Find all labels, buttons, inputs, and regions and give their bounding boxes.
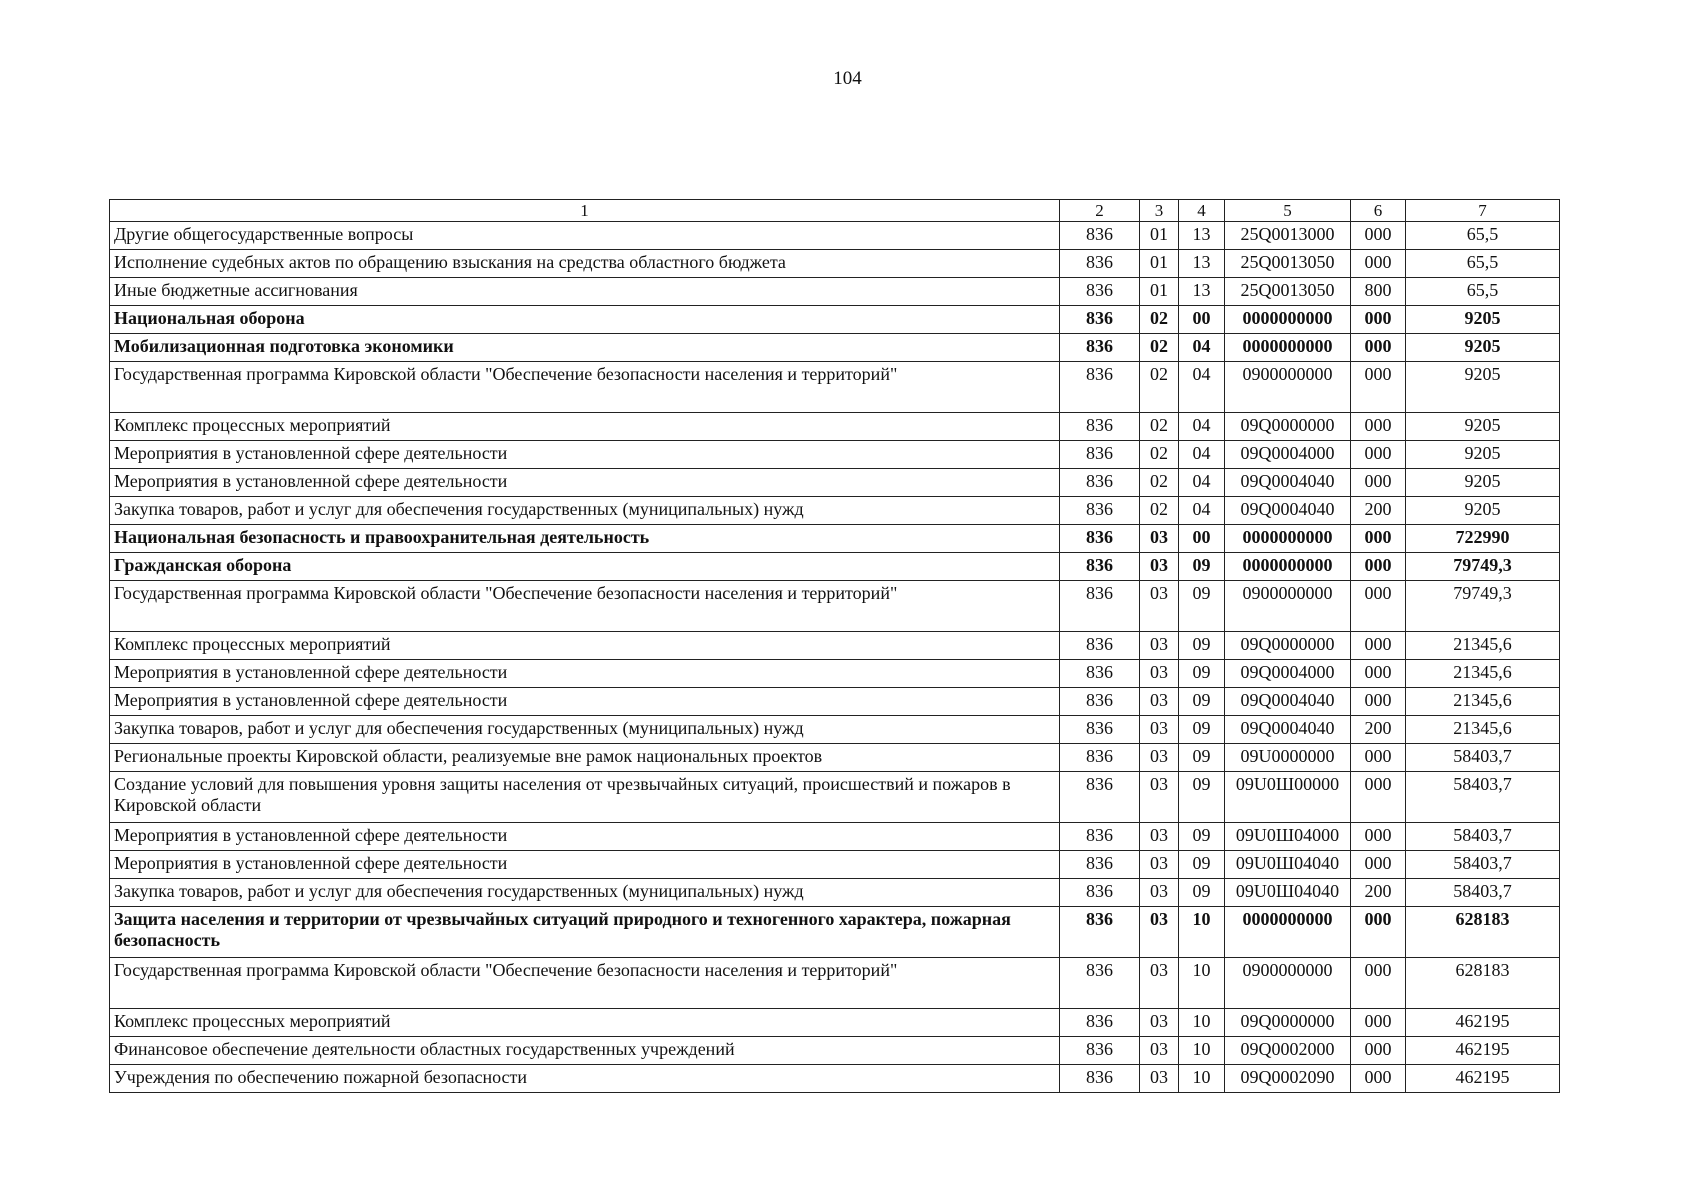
subsection-code-cell: 13 — [1179, 278, 1225, 306]
section-code-cell: 02 — [1140, 413, 1179, 441]
amount-cell: 21345,6 — [1406, 660, 1560, 688]
table-row — [110, 362, 1560, 413]
target-article-cell: 09Q0004040 — [1225, 716, 1351, 744]
ministry-code-cell: 836 — [1060, 334, 1140, 362]
table-row — [110, 413, 1560, 441]
subsection-code-cell: 09 — [1179, 744, 1225, 772]
section-code-cell: 03 — [1140, 660, 1179, 688]
section-code-cell: 03 — [1140, 823, 1179, 851]
table-row — [110, 1037, 1560, 1065]
row-name-cell: Гражданская оборона — [110, 553, 1060, 581]
target-article-cell: 0000000000 — [1225, 553, 1351, 581]
expense-type-cell: 200 — [1351, 497, 1406, 525]
amount-cell: 21345,6 — [1406, 688, 1560, 716]
row-name-cell: Мероприятия в установленной сфере деятельности — [110, 688, 1060, 716]
ministry-code-cell: 836 — [1060, 1037, 1140, 1065]
row-name-cell: Другие общегосударственные вопросы — [110, 222, 1060, 250]
target-article-cell: 09Q0002000 — [1225, 1037, 1351, 1065]
section-code-cell: 03 — [1140, 1009, 1179, 1037]
target-article-cell: 09Q0004000 — [1225, 660, 1351, 688]
ministry-code-cell: 836 — [1060, 879, 1140, 907]
section-code-cell: 03 — [1140, 879, 1179, 907]
amount-cell: 21345,6 — [1406, 632, 1560, 660]
subsection-code-cell: 09 — [1179, 772, 1225, 823]
section-code-cell: 03 — [1140, 744, 1179, 772]
table-row — [110, 716, 1560, 744]
target-article-cell: 0900000000 — [1225, 362, 1351, 413]
row-name-cell: Создание условий для повышения уровня защиты населения от чрезвычайных ситуаций, происшествий и пожаров в Кировской области — [110, 772, 1060, 823]
target-article-cell: 0000000000 — [1225, 525, 1351, 553]
column-header: 1 — [110, 200, 1060, 222]
section-code-cell: 03 — [1140, 553, 1179, 581]
amount-cell: 79749,3 — [1406, 553, 1560, 581]
section-code-cell: 03 — [1140, 581, 1179, 632]
ministry-code-cell: 836 — [1060, 362, 1140, 413]
column-header: 5 — [1225, 200, 1351, 222]
expense-type-cell: 000 — [1351, 525, 1406, 553]
amount-cell: 462195 — [1406, 1065, 1560, 1093]
row-name-cell: Мобилизационная подготовка экономики — [110, 334, 1060, 362]
ministry-code-cell: 836 — [1060, 441, 1140, 469]
subsection-code-cell: 09 — [1179, 688, 1225, 716]
target-article-cell: 09Q0004040 — [1225, 469, 1351, 497]
row-name-cell: Закупка товаров, работ и услуг для обеспечения государственных (муниципальных) нужд — [110, 716, 1060, 744]
ministry-code-cell: 836 — [1060, 553, 1140, 581]
row-name-cell: Закупка товаров, работ и услуг для обеспечения государственных (муниципальных) нужд — [110, 497, 1060, 525]
expense-type-cell: 000 — [1351, 581, 1406, 632]
section-code-cell: 01 — [1140, 250, 1179, 278]
target-article-cell: 09Q0000000 — [1225, 413, 1351, 441]
ministry-code-cell: 836 — [1060, 581, 1140, 632]
amount-cell: 58403,7 — [1406, 772, 1560, 823]
row-name-cell: Мероприятия в установленной сфере деятельности — [110, 441, 1060, 469]
amount-cell: 65,5 — [1406, 222, 1560, 250]
table-row — [110, 744, 1560, 772]
expense-type-cell: 000 — [1351, 1037, 1406, 1065]
table-row — [110, 851, 1560, 879]
subsection-code-cell: 09 — [1179, 632, 1225, 660]
amount-cell: 628183 — [1406, 958, 1560, 1009]
ministry-code-cell: 836 — [1060, 306, 1140, 334]
table-row — [110, 278, 1560, 306]
ministry-code-cell: 836 — [1060, 525, 1140, 553]
expense-type-cell: 000 — [1351, 851, 1406, 879]
target-article-cell: 09Q0000000 — [1225, 632, 1351, 660]
table-row — [110, 823, 1560, 851]
section-code-cell: 01 — [1140, 222, 1179, 250]
amount-cell: 9205 — [1406, 497, 1560, 525]
ministry-code-cell: 836 — [1060, 413, 1140, 441]
row-name-cell: Финансовое обеспечение деятельности областных государственных учреждений — [110, 1037, 1060, 1065]
subsection-code-cell: 10 — [1179, 1065, 1225, 1093]
subsection-code-cell: 00 — [1179, 525, 1225, 553]
section-code-cell: 02 — [1140, 497, 1179, 525]
expense-type-cell: 000 — [1351, 1065, 1406, 1093]
expense-type-cell: 000 — [1351, 250, 1406, 278]
subsection-code-cell: 13 — [1179, 222, 1225, 250]
target-article-cell: 09U0Ш00000 — [1225, 772, 1351, 823]
ministry-code-cell: 836 — [1060, 716, 1140, 744]
table-row — [110, 772, 1560, 823]
ministry-code-cell: 836 — [1060, 497, 1140, 525]
amount-cell: 9205 — [1406, 334, 1560, 362]
section-code-cell: 03 — [1140, 525, 1179, 553]
row-name-cell: Исполнение судебных актов по обращению взыскания на средства областного бюджета — [110, 250, 1060, 278]
expense-type-cell: 000 — [1351, 413, 1406, 441]
target-article-cell: 09Q0002090 — [1225, 1065, 1351, 1093]
table-row — [110, 250, 1560, 278]
section-code-cell: 02 — [1140, 306, 1179, 334]
subsection-code-cell: 13 — [1179, 250, 1225, 278]
target-article-cell: 0000000000 — [1225, 907, 1351, 958]
target-article-cell: 25Q0013050 — [1225, 278, 1351, 306]
ministry-code-cell: 836 — [1060, 222, 1140, 250]
expense-type-cell: 000 — [1351, 660, 1406, 688]
row-name-cell: Региональные проекты Кировской области, реализуемые вне рамок национальных проектов — [110, 744, 1060, 772]
amount-cell: 628183 — [1406, 907, 1560, 958]
table-row — [110, 441, 1560, 469]
ministry-code-cell: 836 — [1060, 851, 1140, 879]
expense-type-cell: 000 — [1351, 772, 1406, 823]
table-row — [110, 907, 1560, 958]
target-article-cell: 09U0Ш04040 — [1225, 879, 1351, 907]
table-row — [110, 958, 1560, 1009]
ministry-code-cell: 836 — [1060, 632, 1140, 660]
target-article-cell: 09Q0000000 — [1225, 1009, 1351, 1037]
section-code-cell: 03 — [1140, 1065, 1179, 1093]
table-body — [110, 222, 1560, 1093]
section-code-cell: 03 — [1140, 716, 1179, 744]
subsection-code-cell: 10 — [1179, 907, 1225, 958]
expense-type-cell: 000 — [1351, 823, 1406, 851]
section-code-cell: 02 — [1140, 334, 1179, 362]
expense-type-cell: 000 — [1351, 441, 1406, 469]
section-code-cell: 02 — [1140, 362, 1179, 413]
amount-cell: 65,5 — [1406, 250, 1560, 278]
ministry-code-cell: 836 — [1060, 688, 1140, 716]
subsection-code-cell: 09 — [1179, 879, 1225, 907]
row-name-cell: Государственная программа Кировской области "Обеспечение безопасности населения и территорий" — [110, 958, 1060, 1009]
row-name-cell: Защита населения и территории от чрезвычайных ситуаций природного и техногенного характера, пожарная безопасность — [110, 907, 1060, 958]
target-article-cell: 0000000000 — [1225, 306, 1351, 334]
expense-type-cell: 000 — [1351, 958, 1406, 1009]
amount-cell: 58403,7 — [1406, 879, 1560, 907]
ministry-code-cell: 836 — [1060, 958, 1140, 1009]
subsection-code-cell: 09 — [1179, 581, 1225, 632]
expense-type-cell: 000 — [1351, 688, 1406, 716]
row-name-cell: Комплекс процессных мероприятий — [110, 413, 1060, 441]
table-row — [110, 632, 1560, 660]
target-article-cell: 0900000000 — [1225, 581, 1351, 632]
subsection-code-cell: 10 — [1179, 958, 1225, 1009]
ministry-code-cell: 836 — [1060, 772, 1140, 823]
row-name-cell: Комплекс процессных мероприятий — [110, 1009, 1060, 1037]
target-article-cell: 09U0Ш04040 — [1225, 851, 1351, 879]
row-name-cell: Учреждения по обеспечению пожарной безопасности — [110, 1065, 1060, 1093]
row-name-cell: Иные бюджетные ассигнования — [110, 278, 1060, 306]
amount-cell: 9205 — [1406, 469, 1560, 497]
expense-type-cell: 000 — [1351, 362, 1406, 413]
expense-type-cell: 000 — [1351, 222, 1406, 250]
amount-cell: 722990 — [1406, 525, 1560, 553]
ministry-code-cell: 836 — [1060, 469, 1140, 497]
expense-type-cell: 000 — [1351, 1009, 1406, 1037]
amount-cell: 9205 — [1406, 306, 1560, 334]
ministry-code-cell: 836 — [1060, 744, 1140, 772]
row-name-cell: Закупка товаров, работ и услуг для обеспечения государственных (муниципальных) нужд — [110, 879, 1060, 907]
amount-cell: 58403,7 — [1406, 851, 1560, 879]
expense-type-cell: 200 — [1351, 879, 1406, 907]
row-name-cell: Государственная программа Кировской области "Обеспечение безопасности населения и территорий" — [110, 581, 1060, 632]
table-row — [110, 497, 1560, 525]
expense-type-cell: 800 — [1351, 278, 1406, 306]
section-code-cell: 03 — [1140, 1037, 1179, 1065]
row-name-cell: Национальная оборона — [110, 306, 1060, 334]
table-row — [110, 688, 1560, 716]
amount-cell: 79749,3 — [1406, 581, 1560, 632]
table-row — [110, 660, 1560, 688]
section-code-cell: 03 — [1140, 958, 1179, 1009]
row-name-cell: Мероприятия в установленной сфере деятельности — [110, 469, 1060, 497]
subsection-code-cell: 04 — [1179, 497, 1225, 525]
column-header: 3 — [1140, 200, 1179, 222]
table-row — [110, 553, 1560, 581]
subsection-code-cell: 09 — [1179, 823, 1225, 851]
row-name-cell: Государственная программа Кировской области "Обеспечение безопасности населения и территорий" — [110, 362, 1060, 413]
section-code-cell: 03 — [1140, 851, 1179, 879]
row-name-cell: Мероприятия в установленной сфере деятельности — [110, 660, 1060, 688]
row-name-cell: Мероприятия в установленной сфере деятельности — [110, 851, 1060, 879]
subsection-code-cell: 09 — [1179, 553, 1225, 581]
amount-cell: 462195 — [1406, 1009, 1560, 1037]
target-article-cell: 09U0Ш04000 — [1225, 823, 1351, 851]
section-code-cell: 01 — [1140, 278, 1179, 306]
amount-cell: 58403,7 — [1406, 744, 1560, 772]
amount-cell: 65,5 — [1406, 278, 1560, 306]
target-article-cell: 09Q0004000 — [1225, 441, 1351, 469]
target-article-cell: 09Q0004040 — [1225, 688, 1351, 716]
target-article-cell: 0900000000 — [1225, 958, 1351, 1009]
row-name-cell: Национальная безопасность и правоохранительная деятельность — [110, 525, 1060, 553]
section-code-cell: 03 — [1140, 632, 1179, 660]
amount-cell: 462195 — [1406, 1037, 1560, 1065]
table-row — [110, 334, 1560, 362]
subsection-code-cell: 00 — [1179, 306, 1225, 334]
ministry-code-cell: 836 — [1060, 1009, 1140, 1037]
table-row — [110, 581, 1560, 632]
ministry-code-cell: 836 — [1060, 1065, 1140, 1093]
subsection-code-cell: 04 — [1179, 413, 1225, 441]
ministry-code-cell: 836 — [1060, 907, 1140, 958]
subsection-code-cell: 04 — [1179, 334, 1225, 362]
ministry-code-cell: 836 — [1060, 823, 1140, 851]
table-row — [110, 1065, 1560, 1093]
column-header: 4 — [1179, 200, 1225, 222]
table-row — [110, 222, 1560, 250]
expense-type-cell: 000 — [1351, 744, 1406, 772]
subsection-code-cell: 04 — [1179, 362, 1225, 413]
amount-cell: 21345,6 — [1406, 716, 1560, 744]
column-header: 7 — [1406, 200, 1560, 222]
row-name-cell: Комплекс процессных мероприятий — [110, 632, 1060, 660]
section-code-cell: 02 — [1140, 441, 1179, 469]
ministry-code-cell: 836 — [1060, 660, 1140, 688]
table-row — [110, 879, 1560, 907]
ministry-code-cell: 836 — [1060, 278, 1140, 306]
section-code-cell: 03 — [1140, 907, 1179, 958]
column-header: 6 — [1351, 200, 1406, 222]
target-article-cell: 09U0000000 — [1225, 744, 1351, 772]
row-name-cell: Мероприятия в установленной сфере деятельности — [110, 823, 1060, 851]
subsection-code-cell: 09 — [1179, 716, 1225, 744]
target-article-cell: 0000000000 — [1225, 334, 1351, 362]
table-row — [110, 1009, 1560, 1037]
expense-type-cell: 000 — [1351, 334, 1406, 362]
table-row — [110, 525, 1560, 553]
expense-type-cell: 000 — [1351, 469, 1406, 497]
expense-type-cell: 000 — [1351, 553, 1406, 581]
subsection-code-cell: 04 — [1179, 469, 1225, 497]
column-header: 2 — [1060, 200, 1140, 222]
expense-type-cell: 000 — [1351, 907, 1406, 958]
expense-type-cell: 200 — [1351, 716, 1406, 744]
expense-type-cell: 000 — [1351, 632, 1406, 660]
section-code-cell: 02 — [1140, 469, 1179, 497]
expense-type-cell: 000 — [1351, 306, 1406, 334]
subsection-code-cell: 10 — [1179, 1009, 1225, 1037]
target-article-cell: 25Q0013000 — [1225, 222, 1351, 250]
table-row — [110, 306, 1560, 334]
page-number: 104 — [833, 68, 862, 89]
amount-cell: 9205 — [1406, 413, 1560, 441]
section-code-cell: 03 — [1140, 688, 1179, 716]
section-code-cell: 03 — [1140, 772, 1179, 823]
table-row — [110, 469, 1560, 497]
subsection-code-cell: 10 — [1179, 1037, 1225, 1065]
subsection-code-cell: 09 — [1179, 660, 1225, 688]
ministry-code-cell: 836 — [1060, 250, 1140, 278]
subsection-code-cell: 09 — [1179, 851, 1225, 879]
amount-cell: 9205 — [1406, 362, 1560, 413]
target-article-cell: 25Q0013050 — [1225, 250, 1351, 278]
header-row — [110, 200, 1560, 222]
budget-table — [109, 199, 1560, 1093]
target-article-cell: 09Q0004040 — [1225, 497, 1351, 525]
amount-cell: 58403,7 — [1406, 823, 1560, 851]
subsection-code-cell: 04 — [1179, 441, 1225, 469]
amount-cell: 9205 — [1406, 441, 1560, 469]
